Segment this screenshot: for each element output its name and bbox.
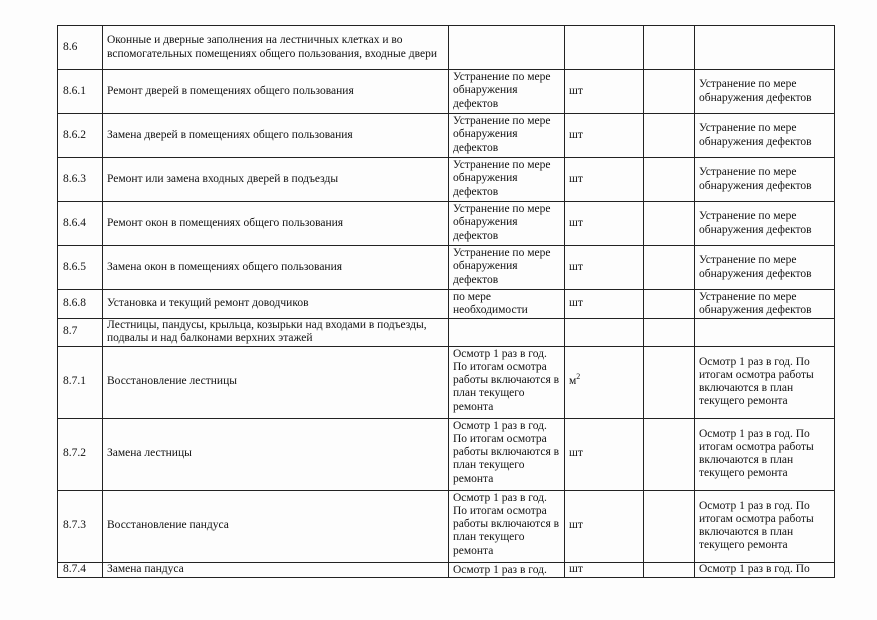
row-number	[58, 562, 103, 577]
work-period-text: Устранение по мере обнаружения дефектов	[699, 78, 812, 104]
work-frequency	[449, 562, 565, 577]
work-name-text: Лестницы, пандусы, крыльца, козырьки над входами в подъезды, подвалы и над балконами верхних этажей	[107, 318, 427, 345]
empty-cell	[644, 318, 695, 346]
work-name	[103, 202, 449, 246]
table-row	[58, 418, 835, 490]
row-number-text: 8.6	[63, 40, 78, 53]
row-number	[58, 290, 103, 319]
work-frequency	[449, 318, 565, 346]
unit-of-measure-text: шт	[569, 297, 583, 310]
work-frequency	[449, 246, 565, 290]
work-name-text: Оконные и дверные заполнения на лестничных клетках и во вспомогательных помещениях общего пользования, входные двери	[107, 34, 437, 60]
work-name-text: Замена дверей в помещениях общего пользования	[107, 128, 353, 141]
work-period-text: Осмотр 1 раз в год. По итогам осмотра работы включаются в план текущего ремонта	[699, 355, 814, 408]
unit-of-measure	[565, 318, 644, 346]
row-number-text: 8.6.5	[63, 260, 86, 273]
empty-cell	[644, 562, 695, 577]
work-frequency	[449, 202, 565, 246]
work-name-text: Замена пандуса	[107, 562, 184, 575]
unit-of-measure	[565, 290, 644, 319]
work-period	[695, 158, 835, 202]
empty-cell	[644, 418, 695, 490]
unit-of-measure	[565, 490, 644, 562]
row-number-text: 8.7	[63, 325, 78, 338]
work-frequency-text: Устранение по мере обнаружения дефектов	[453, 203, 551, 242]
row-number-text: 8.6.4	[63, 216, 86, 229]
unit-of-measure	[565, 562, 644, 577]
table-row	[58, 202, 835, 246]
works-table	[57, 25, 835, 578]
work-name-text: Восстановление пандуса	[107, 519, 229, 532]
row-number	[58, 490, 103, 562]
work-period	[695, 290, 835, 319]
row-number-text: 8.6.1	[63, 84, 86, 97]
unit-of-measure	[565, 26, 644, 70]
work-name	[103, 26, 449, 70]
work-frequency-text: по мере необходимости	[453, 291, 528, 317]
work-frequency	[449, 346, 565, 418]
row-number	[58, 318, 103, 346]
work-name-text: Ремонт или замена входных дверей в подъезды	[107, 172, 339, 185]
work-period	[695, 26, 835, 70]
empty-cell	[644, 26, 695, 70]
unit-superscript: 2	[576, 372, 581, 382]
work-period-text: Осмотр 1 раз в год. По	[699, 562, 810, 575]
empty-cell	[644, 70, 695, 114]
table-row	[58, 490, 835, 562]
row-number-text: 8.7.4	[63, 562, 86, 575]
row-number-text: 8.7.1	[63, 375, 86, 388]
work-name	[103, 490, 449, 562]
work-frequency-text: Устранение по мере обнаружения дефектов	[453, 247, 551, 286]
work-frequency-text: Осмотр 1 раз в год.	[453, 563, 547, 576]
work-period-text: Устранение по мере обнаружения дефектов	[699, 210, 812, 236]
table-row	[58, 346, 835, 418]
work-period-text: Устранение по мере обнаружения дефектов	[699, 166, 812, 192]
row-number-text: 8.7.2	[63, 447, 86, 460]
row-number	[58, 158, 103, 202]
work-frequency	[449, 158, 565, 202]
work-period	[695, 114, 835, 158]
work-period	[695, 70, 835, 114]
work-name	[103, 70, 449, 114]
unit-of-measure	[565, 346, 644, 418]
work-name	[103, 318, 449, 346]
work-frequency	[449, 490, 565, 562]
work-period	[695, 490, 835, 562]
table-row	[58, 26, 835, 70]
work-name	[103, 114, 449, 158]
row-number-text: 8.6.2	[63, 128, 86, 141]
table-row	[58, 70, 835, 114]
work-period-text: Осмотр 1 раз в год. По итогам осмотра работы включаются в план текущего ремонта	[699, 427, 814, 480]
work-frequency	[449, 70, 565, 114]
work-name-text: Замена окон в помещениях общего пользования	[107, 260, 343, 273]
work-period-text: Устранение по мере обнаружения дефектов	[699, 290, 812, 316]
work-frequency-text: Устранение по мере обнаружения дефектов	[453, 115, 551, 154]
work-period	[695, 418, 835, 490]
work-frequency-text: Осмотр 1 раз в год. По итогам осмотра работы включаются в план текущего ремонта	[453, 491, 560, 557]
unit-of-measure-text: м	[569, 375, 577, 388]
unit-of-measure	[565, 202, 644, 246]
work-period-text: Устранение по мере обнаружения дефектов	[699, 254, 812, 280]
unit-of-measure	[565, 114, 644, 158]
row-number	[58, 114, 103, 158]
table-row	[58, 318, 835, 346]
table-row	[58, 246, 835, 290]
work-name	[103, 562, 449, 577]
work-period-text: Осмотр 1 раз в год. По итогам осмотра работы включаются в план текущего ремонта	[699, 499, 814, 552]
row-number	[58, 202, 103, 246]
unit-of-measure-text: шт	[569, 128, 583, 141]
work-frequency-text: Осмотр 1 раз в год. По итогам осмотра работы включаются в план текущего ремонта	[453, 419, 560, 485]
work-name	[103, 158, 449, 202]
table-row	[58, 562, 835, 577]
row-number	[58, 246, 103, 290]
row-number-text: 8.6.3	[63, 172, 86, 185]
empty-cell	[644, 490, 695, 562]
work-name-text: Ремонт окон в помещениях общего пользования	[107, 216, 344, 229]
unit-of-measure-text: шт	[569, 519, 583, 532]
unit-of-measure-text: шт	[569, 447, 583, 460]
work-frequency-text: Устранение по мере обнаружения дефектов	[453, 71, 551, 110]
work-frequency	[449, 26, 565, 70]
unit-of-measure	[565, 246, 644, 290]
unit-of-measure	[565, 70, 644, 114]
unit-of-measure-text: шт	[569, 84, 583, 97]
work-period	[695, 202, 835, 246]
work-period	[695, 346, 835, 418]
work-frequency	[449, 114, 565, 158]
empty-cell	[644, 290, 695, 319]
work-frequency	[449, 418, 565, 490]
work-frequency	[449, 290, 565, 319]
work-period	[695, 562, 835, 577]
work-frequency-text: Устранение по мере обнаружения дефектов	[453, 159, 551, 198]
work-period	[695, 246, 835, 290]
empty-cell	[644, 114, 695, 158]
empty-cell	[644, 202, 695, 246]
unit-of-measure	[565, 418, 644, 490]
work-name-text: Замена лестницы	[107, 447, 192, 460]
unit-of-measure	[565, 158, 644, 202]
row-number-text: 8.6.8	[63, 297, 86, 310]
unit-of-measure-text: шт	[569, 172, 583, 185]
work-name-text: Восстановление лестницы	[107, 375, 237, 388]
work-name	[103, 346, 449, 418]
row-number	[58, 418, 103, 490]
work-name	[103, 290, 449, 319]
empty-cell	[644, 158, 695, 202]
unit-of-measure-text: шт	[569, 562, 583, 575]
work-name	[103, 418, 449, 490]
table-row	[58, 290, 835, 319]
table-row	[58, 158, 835, 202]
work-period	[695, 318, 835, 346]
table-row	[58, 114, 835, 158]
unit-of-measure-text: шт	[569, 260, 583, 273]
work-name-text: Установка и текущий ремонт доводчиков	[107, 297, 309, 310]
work-period-text: Устранение по мере обнаружения дефектов	[699, 122, 812, 148]
row-number-text: 8.7.3	[63, 519, 86, 532]
work-name	[103, 246, 449, 290]
unit-of-measure-text: шт	[569, 216, 583, 229]
row-number	[58, 346, 103, 418]
row-number	[58, 26, 103, 70]
empty-cell	[644, 346, 695, 418]
work-name-text: Ремонт дверей в помещениях общего пользования	[107, 84, 354, 97]
row-number	[58, 70, 103, 114]
empty-cell	[644, 246, 695, 290]
work-frequency-text: Осмотр 1 раз в год. По итогам осмотра работы включаются в план текущего ремонта	[453, 347, 560, 413]
